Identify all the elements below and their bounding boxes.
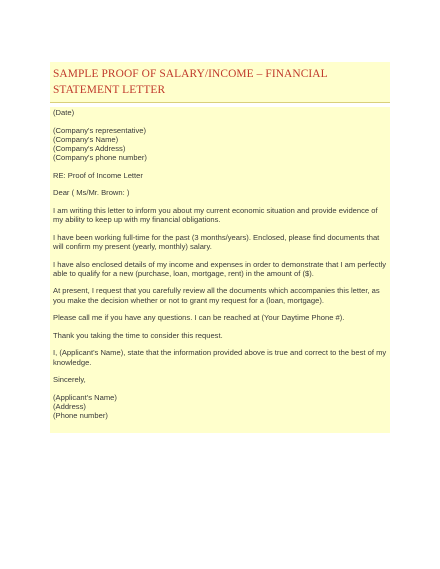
paragraph-contact: Please call me if you have any questions. I can be reached at (Your Daytime Phone #). (53, 313, 345, 323)
re-line: RE: Proof of Income Letter (53, 170, 143, 180)
paragraph-thanks: Thank you taking the time to consider this request. (53, 330, 223, 340)
paragraph-request: At present, I request that you carefully review all the documents which accompanies this letter, as you make the decision whether or not to grant my request for a (loan, mortgage). (53, 286, 380, 305)
document-title: SAMPLE PROOF OF SALARY/INCOME – FINANCIAL STATEMENT LETTER (53, 68, 328, 96)
company-name: (Company's Name) (53, 134, 119, 144)
company-representative: (Company's representative) (53, 125, 147, 135)
date-line: (Date) (53, 108, 75, 117)
paragraph-income-details: I have also enclosed details of my income and expenses in order to demonstrate that I am perfectly able to qualify for a new (purchase, loan, mortgage, rent) in the amount of ($). (53, 259, 387, 278)
letter-body (50, 107, 390, 433)
paragraph-intro: I am writing this letter to inform you about my current economic situation and provide evidence of my ability to keep up with my financial obligations. (53, 205, 378, 225)
company-address: (Company's Address) (53, 144, 126, 153)
title-band (50, 62, 390, 103)
signature-block (53, 393, 387, 421)
company-address-block (53, 126, 387, 163)
applicant-phone: (Phone number) (53, 411, 108, 421)
applicant-name: (Applicant's Name) (53, 392, 117, 402)
paragraph-employment: I have been working full-time for the past (3 months/years). Enclosed, please find documents that will confirm my present (yearly, monthly) salary. (53, 232, 380, 251)
closing: Sincerely, (53, 375, 86, 385)
letter-page (50, 62, 390, 433)
company-phone: (Company's phone number) (53, 153, 147, 163)
paragraph-attestation: I, (Applicant's Name), state that the information provided above is true and correct to the best of my knowledge. (53, 348, 387, 367)
applicant-address: (Address) (53, 401, 86, 411)
salutation: Dear ( Ms/Mr. Brown: ) (53, 188, 130, 198)
